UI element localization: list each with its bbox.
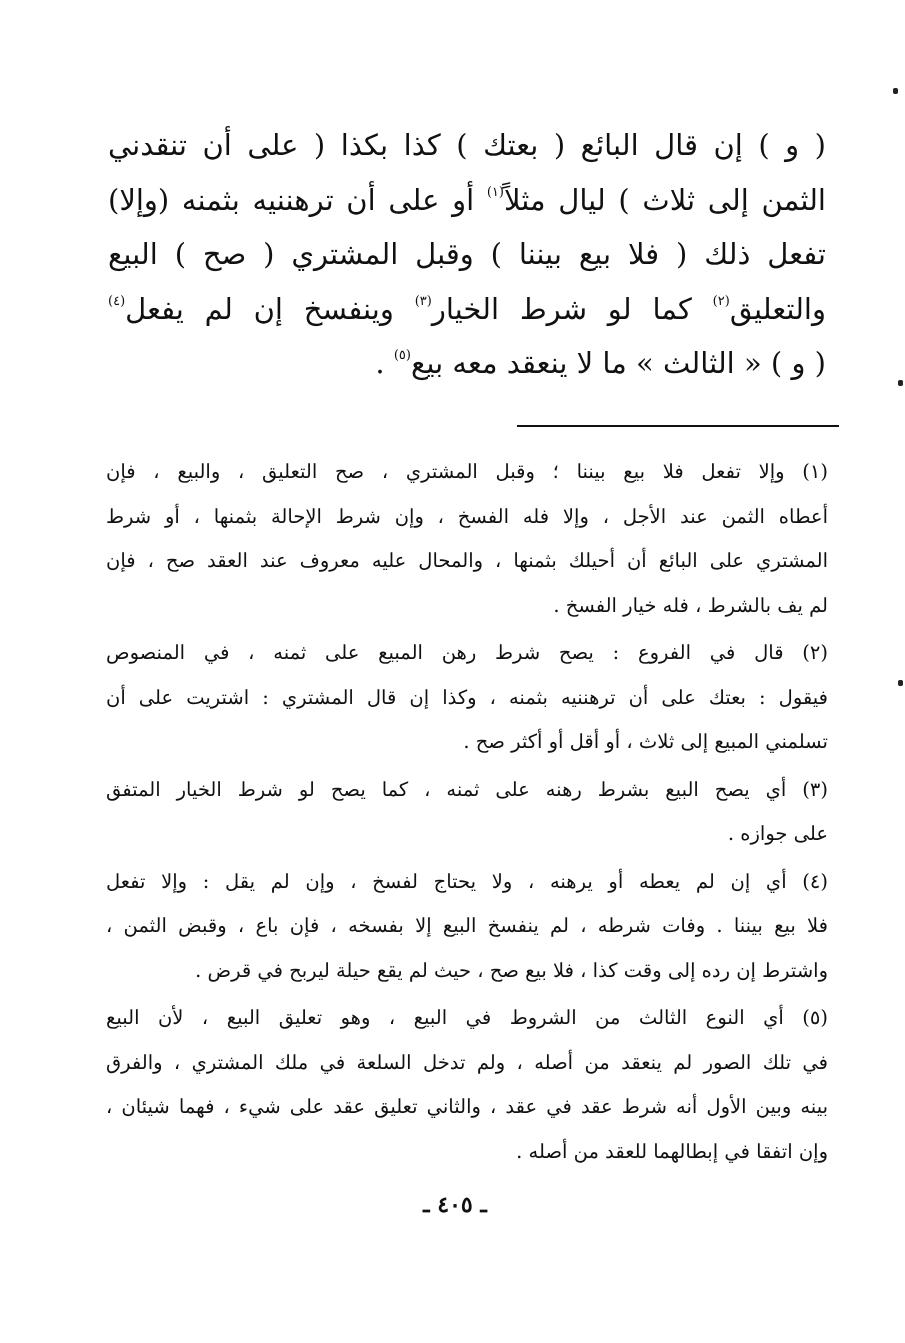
footnote-separator [517, 425, 839, 427]
main-text-line: والتعليق$^{(٢)}$ كما لو شرط الخيار$^{(٣)}$ وينفسخ إن لم يفعل$^{(٤)}$ [108, 291, 826, 326]
footnote-line: (٣) أي يصح البيع بشرط رهنه على ثمنه ، كما يصح لو شرط الخيار المتفق [106, 777, 828, 801]
footnote-line: (٢) قال في الفروع : يصح شرط رهن المبيع على ثمنه ، في المنصوص [106, 641, 828, 664]
main-text [108, 118, 826, 391]
footnote-line: على جوازه . [727, 822, 828, 845]
margin-mark [898, 680, 903, 686]
footnote-reference[interactable]: (٣) [414, 293, 432, 309]
footnote-4 [106, 860, 828, 994]
margin-mark [898, 380, 903, 386]
footnote-line: فلا بيع بيننا . وفات شرطه ، لم ينفسخ البيع إلا بفسخه ، فإن باع ، وقبض الثمن ، [106, 914, 828, 937]
footnote-line: لم يف بالشرط ، فله خيار الفسخ . [553, 593, 828, 617]
main-text-line: ( و ) إن قال البائع ( بعتك ) كذا بكذا ( على أن تنقدني [108, 128, 826, 162]
footnote-reference[interactable]: (١) [486, 184, 504, 200]
footnote-line: بينه وبين الأول أنه شرط عقد في عقد ، والثاني تعليق عقد على شيء ، فهما شيئان ، [106, 1095, 828, 1118]
page-number: ـ ٤٠٥ ـ [423, 1192, 487, 1218]
footnote-line: المشتري على البائع أن أحيلك بثمنها ، والمحال عليه معروف عند العقد صح ، فإن [106, 549, 828, 572]
main-text-line: تفعل ذلك ( فلا بيع بيننا ) وقبل المشتري ( صح ) البيع [108, 237, 826, 271]
footnote-line: وإن اتفقا في إبطالهما للعقد من أصله . [516, 1139, 828, 1163]
footnote-line: فيقول : بعتك على أن ترهننيه بثمنه ، وكذا إن قال المشتري : اشتريت على أن [106, 685, 828, 709]
footnote-line: أعطاه الثمن عند الأجل ، وإلا فله الفسخ ، وإن شرط الإحالة بثمنها ، أو شرط [106, 504, 828, 528]
footnote-line: (١) وإلا تفعل فلا بيع بيننا ؛ وقبل المشتري ، صح التعليق ، والبيع ، فإن [106, 460, 828, 483]
footnotes [106, 450, 828, 1177]
footnote-1 [106, 450, 828, 628]
footnote-line: تسلمني المبيع إلى ثلاث ، أو أقل أو أكثر صح . [463, 730, 828, 753]
footnote-5 [106, 996, 828, 1174]
main-text-line: الثمن إلى ثلاث ) ليال مثلاً$^{(١)}$ أو على أن ترهننيه بثمنه (وإلا) [108, 182, 826, 217]
footnote-line: في تلك الصور لم ينعقد من أصله ، ولم تدخل السلعة في ملك المشتري ، والفرق [106, 1050, 828, 1074]
footnote-line: (٤) أي إن لم يعطه أو يرهنه ، ولا يحتاج لفسخ ، وإن لم يقل : وإلا تفعل [106, 869, 828, 893]
footnote-3 [106, 768, 828, 857]
footnote-line: (٥) أي النوع الثالث من الشروط في البيع ، وهو تعليق البيع ، لأن البيع [106, 1006, 828, 1029]
footnote-line: واشترط إن رده إلى وقت كذا ، فلا بيع صح ، حيث لم يقع حيلة ليربح في قرض . [195, 958, 828, 982]
margin-mark [893, 88, 898, 94]
main-text-line: ( و ) « الثالث » ما لا ينعقد معه بيع$^{(٥)}$ . [375, 346, 826, 380]
footnote-2 [106, 631, 828, 765]
footnote-reference[interactable]: (٥) [393, 348, 411, 363]
footnote-reference[interactable]: (٢) [712, 293, 730, 309]
footnote-reference[interactable]: (٤) [108, 293, 126, 309]
